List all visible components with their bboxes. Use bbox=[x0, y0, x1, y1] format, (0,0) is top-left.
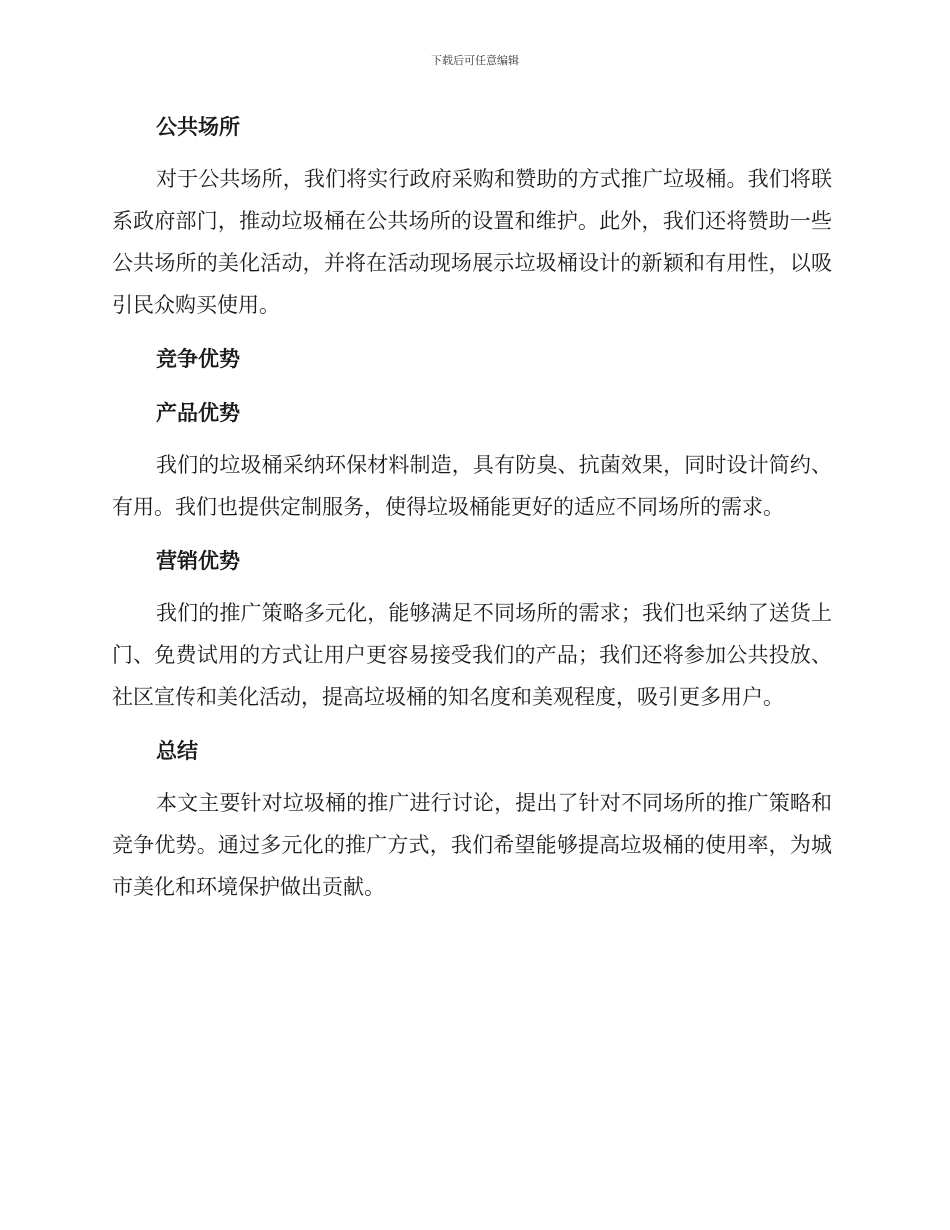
paragraph-product-advantage: 我们的垃圾桶采纳环保材料制造，具有防臭、抗菌效果，同时设计简约、有用。我们也提供定制服务，使得垃圾桶能更好的适应不同场所的需求。 bbox=[112, 453, 832, 519]
paragraph-public-places: 对于公共场所，我们将实行政府采购和赞助的方式推广垃圾桶。我们将联系政府部门，推动垃圾桶在公共场所的设置和维护。此外，我们还将赞助一些公共场所的美化活动，并将在活动现场展示垃圾桶设计的新颖和有用性，以吸引民众购买使用。 bbox=[112, 167, 832, 317]
section-heading-summary: 总结 bbox=[156, 739, 198, 763]
section-heading-product-advantage: 产品优势 bbox=[156, 401, 240, 425]
section-heading-marketing-advantage: 营销优势 bbox=[156, 549, 240, 573]
section-heading-public-places: 公共场所 bbox=[156, 115, 240, 139]
document-body bbox=[112, 112, 832, 908]
section-heading-competitive-advantage: 竞争优势 bbox=[156, 347, 240, 371]
paragraph-marketing-advantage: 我们的推广策略多元化，能够满足不同场所的需求；我们也采纳了送货上门、免费试用的方式让用户更容易接受我们的产品；我们还将参加公共投放、社区宣传和美化活动，提高垃圾桶的知名度和美观程度，吸引更多用户。 bbox=[112, 601, 832, 709]
page-header-note: 下载后可任意编辑 bbox=[431, 54, 519, 67]
paragraph-summary: 本文主要针对垃圾桶的推广进行讨论，提出了针对不同场所的推广策略和竞争优势。通过多元化的推广方式，我们希望能够提高垃圾桶的使用率，为城市美化和环境保护做出贡献。 bbox=[112, 791, 832, 899]
